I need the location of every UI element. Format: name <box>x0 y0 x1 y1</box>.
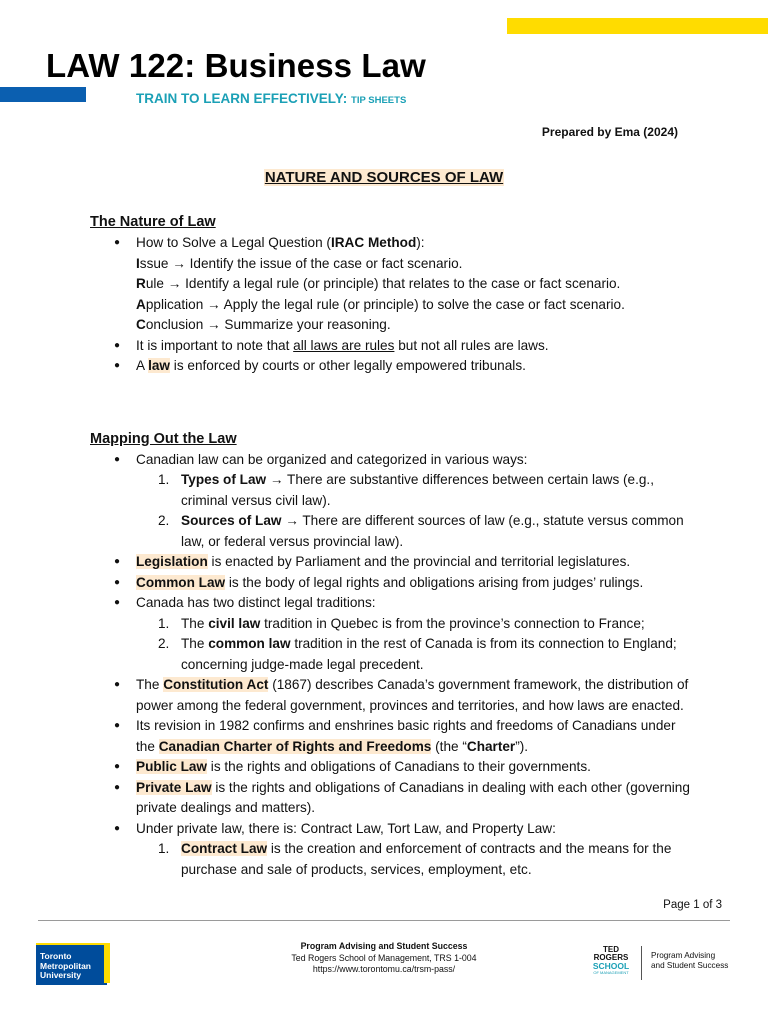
numbered-item <box>158 839 690 880</box>
tmu-logo-line: University <box>40 970 82 980</box>
item-number: 1. <box>158 615 170 631</box>
page-title: LAW 122: Business Law <box>46 47 426 84</box>
prepared-by: Prepared by Ema (2024) <box>541 125 678 139</box>
private-law-list <box>158 839 690 880</box>
charter-term: Canadian Charter of Rights and Freedoms <box>158 738 432 754</box>
list-item <box>136 573 690 594</box>
common-law-text: is the body of legal rights and obligations arising from judges’ rulings. <box>225 574 644 590</box>
trsm-logo-line: OF MANAGEMENT <box>593 970 629 975</box>
note-suffix: but not all rules are laws. <box>394 337 549 353</box>
legislation-term: Legislation <box>136 554 208 569</box>
logo-divider <box>641 946 642 980</box>
list-item <box>136 356 690 377</box>
contract-law-term: Contract Law <box>181 841 268 856</box>
item-number: 2. <box>158 636 170 651</box>
civil-prefix: The <box>181 615 209 631</box>
list-item <box>136 716 690 757</box>
tmu-logo-line: Toronto <box>40 951 72 961</box>
law-term: law <box>148 358 171 373</box>
charter-short: Charter <box>466 738 516 754</box>
irac-method-term: IRAC Method <box>330 235 417 250</box>
irac-conclusion-text: onclusion → Summarize your reasoning. <box>145 317 391 332</box>
types-of-law-text: → There are substantive differences between certain laws (e.g., criminal versus civil law). <box>181 472 654 508</box>
item-number: 1. <box>158 841 170 856</box>
charter-end: ”). <box>515 738 529 754</box>
item-number: 2. <box>158 513 170 528</box>
legislation-text: is enacted by Parliament and the provincial and territorial legislatures. <box>207 554 631 569</box>
common-law-tradition-term: common law <box>208 636 291 651</box>
section-title-nature-of-law: The Nature of Law <box>90 214 216 230</box>
irac-rule-text: ule → Identify a legal rule (or principle) that relates to the case or fact scenario. <box>145 276 621 291</box>
irac-application-text: pplication → Apply the legal rule (or principle) to solve the case or fact scenario. <box>145 296 625 312</box>
trsm-logo <box>588 946 634 976</box>
list-item <box>136 336 690 357</box>
civil-law-term: civil law <box>208 615 261 631</box>
irac-rule-letter: R <box>136 276 146 291</box>
traditions-intro: Canada has two distinct legal traditions: <box>136 595 376 610</box>
list-item <box>136 819 690 881</box>
types-of-law-term: Types of Law <box>181 472 267 487</box>
irac-issue-text: ssue → Identify the issue of the case or fact scenario. <box>139 255 463 271</box>
page-subtitle <box>136 91 406 109</box>
left-accent-bar <box>0 87 86 102</box>
private-law-text: is the rights and obligations of Canadians in dealing with each other (governing private dealings and matters). <box>136 779 690 815</box>
pass-logo-line: Program Advising <box>651 951 716 960</box>
common-prefix: The <box>181 636 209 651</box>
list-item <box>136 757 690 778</box>
footer-url[interactable]: https://www.torontomu.ca/trsm-pass/ <box>312 964 456 974</box>
irac-intro-suffix: ): <box>416 235 425 250</box>
note-prefix: It is important to note that <box>136 337 294 353</box>
list-item <box>136 593 690 675</box>
categories-list <box>158 470 690 552</box>
section-title-mapping-out-law: Mapping Out the Law <box>90 430 237 447</box>
mapping-law-list <box>136 450 690 881</box>
trsm-logo-line: TED <box>603 945 619 954</box>
pass-logo-text <box>651 951 728 971</box>
footer-title: Program Advising and Student Success <box>300 941 468 951</box>
irac-issue-letter: I <box>136 255 140 271</box>
note-underlined: all laws are rules <box>293 337 395 353</box>
numbered-item <box>158 634 690 675</box>
numbered-item <box>158 614 690 635</box>
constitution-prefix: The <box>136 677 164 692</box>
revision-text: Its revision in 1982 confirms and enshrines basic rights and freedoms of Canadians under the <box>136 718 676 754</box>
footer-divider <box>38 920 730 921</box>
public-law-text: is the rights and obligations of Canadians to their governments. <box>207 759 591 774</box>
list-item <box>136 233 690 336</box>
irac-application-letter: A <box>136 296 146 312</box>
subtitle-main: TRAIN TO LEARN EFFECTIVELY: <box>136 91 348 106</box>
trsm-logo-line: SCHOOL <box>592 961 630 971</box>
numbered-item <box>158 470 690 511</box>
numbered-item <box>158 511 690 552</box>
list-item <box>136 778 690 819</box>
list-item <box>136 552 690 573</box>
tmu-logo-line: Metropolitan <box>40 960 91 971</box>
trsm-logo-line: ROGERS <box>593 953 629 962</box>
contract-law-text: is the creation and enforcement of contracts and the means for the purchase and sale of products, services, employment, etc. <box>181 841 672 877</box>
item-number: 1. <box>158 472 170 487</box>
traditions-list <box>158 614 690 676</box>
private-law-term: Private Law <box>136 779 212 795</box>
pass-logo-line: and Student Success <box>651 961 729 970</box>
law-suffix: is enforced by courts or other legally empowered tribunals. <box>170 358 526 373</box>
document-heading <box>0 169 768 187</box>
nature-of-law-list <box>136 233 690 377</box>
document-body <box>90 212 690 880</box>
irac-intro-prefix: How to Solve a Legal Question ( <box>136 235 331 250</box>
organized-intro: Canadian law can be organized and categorized in various ways: <box>136 451 528 467</box>
page-number: Page 1 of 3 <box>663 899 722 911</box>
common-law-tradition-text: tradition in the rest of Canada is from its connection to England; concerning judge-made legal precedent. <box>181 636 677 672</box>
common-law-term: Common Law <box>136 574 226 590</box>
law-prefix: A <box>136 358 149 373</box>
sources-of-law-text: → There are different sources of law (e.g., statute versus common law, or federal versus provincial law). <box>181 513 684 549</box>
constitution-act-term: Constitution Act <box>163 677 269 692</box>
public-law-term: Public Law <box>136 759 208 774</box>
under-private-text: Under private law, there is: Contract Law, Tort Law, and Property Law: <box>136 820 556 836</box>
top-accent-bar <box>507 18 768 34</box>
document-heading-text: NATURE AND SOURCES OF LAW <box>264 169 504 186</box>
constitution-act-text: (1867) describes Canada’s government framework, the distribution of power among the federal government, provinces and territories, and how laws are enacted. <box>136 677 689 713</box>
list-item <box>136 450 690 553</box>
civil-law-text: tradition in Quebec is from the province’s connection to France; <box>260 615 645 631</box>
sources-of-law-term: Sources of Law <box>181 513 282 528</box>
subtitle-small: TIP SHEETS <box>351 95 407 106</box>
charter-mid: (the “ <box>431 738 467 754</box>
footer-address: Ted Rogers School of Management, TRS 1-004 <box>291 952 477 963</box>
list-item <box>136 675 690 716</box>
irac-conclusion-letter: C <box>136 317 146 332</box>
